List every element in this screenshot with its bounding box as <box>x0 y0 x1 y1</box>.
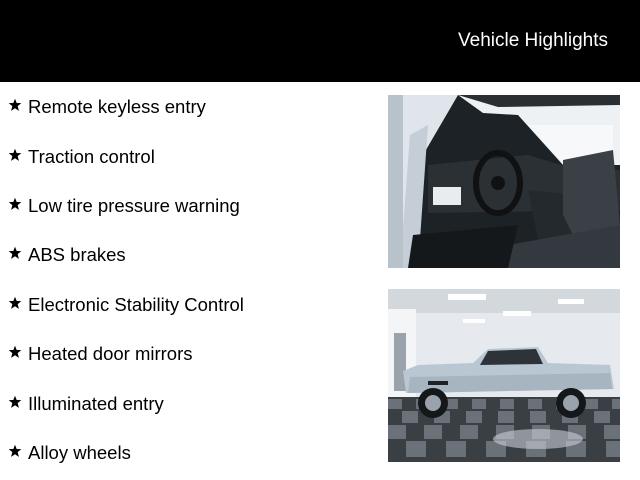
list-item <box>8 145 155 169</box>
feature-label: Remote keyless entry <box>28 96 206 117</box>
list-item <box>8 392 164 416</box>
star-icon <box>8 246 22 260</box>
feature-label: Traction control <box>28 146 155 167</box>
feature-label: Low tire pressure warning <box>28 195 240 216</box>
star-icon <box>8 345 22 359</box>
list-item <box>8 243 126 267</box>
list-item <box>8 95 206 119</box>
page-title: Vehicle Highlights <box>458 30 608 51</box>
list-item <box>8 342 193 366</box>
list-item <box>8 293 244 317</box>
feature-label: Alloy wheels <box>28 442 131 463</box>
star-icon <box>8 444 22 458</box>
feature-label: Illuminated entry <box>28 393 164 414</box>
feature-label: ABS brakes <box>28 244 126 265</box>
star-icon <box>8 197 22 211</box>
star-icon <box>8 395 22 409</box>
star-icon <box>8 148 22 162</box>
feature-label: Electronic Stability Control <box>28 294 244 315</box>
interior-photo[interactable] <box>388 95 620 268</box>
exterior-photo[interactable] <box>388 289 620 462</box>
list-item <box>8 194 240 218</box>
star-icon <box>8 98 22 112</box>
feature-label: Heated door mirrors <box>28 343 193 364</box>
list-item <box>8 441 131 465</box>
star-icon <box>8 296 22 310</box>
